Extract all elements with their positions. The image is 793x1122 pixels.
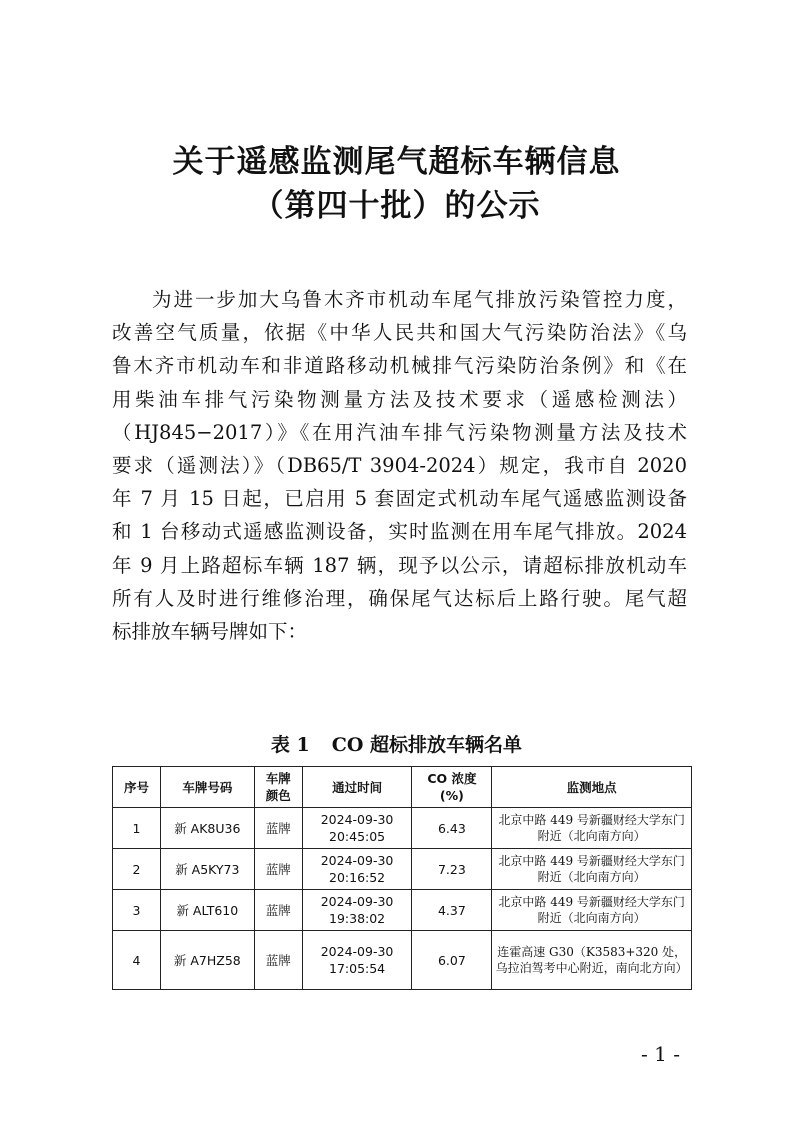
page-number: - 1 -: [641, 1042, 680, 1066]
table-caption-title: CO 超标排放车辆名单: [331, 734, 523, 756]
cell-date-value: 2024-09-30: [320, 944, 394, 959]
body-paragraph: [112, 283, 687, 648]
cell-time-value: 20:16:52: [329, 870, 386, 885]
paragraph-line: 为进一步加大乌鲁木齐市机动车尾气排放污染管控力度，: [152, 288, 687, 311]
cell-plate: 新 A5KY73: [160, 849, 254, 890]
cell-plate: 新 ALT610: [160, 890, 254, 931]
header-location: 监测地点: [492, 767, 692, 808]
header-co: [412, 767, 492, 808]
paragraph-line: 改善空气质量，依据《中华人民共和国大气污染防治法》《乌: [112, 321, 687, 345]
document-title-line2: （第四十批）的公示: [252, 188, 541, 224]
table-row: [113, 808, 692, 849]
cell-time-value: 17:05:54: [329, 961, 386, 976]
table-caption-number: 表 1: [270, 734, 310, 756]
cell-time-value: 19:38:02: [329, 911, 386, 926]
cell-location: 北京中路 449 号新疆财经大学东门附近（北向南方向）: [492, 849, 692, 890]
cell-location: 北京中路 449 号新疆财经大学东门附近（北向南方向）: [492, 808, 692, 849]
paragraph-line: 鲁木齐市机动车和非道路移动机械排气污染防治条例》和《在: [112, 354, 687, 378]
cell-time: [302, 849, 412, 890]
cell-co: 7.23: [412, 849, 492, 890]
cell-date-value: 2024-09-30: [320, 894, 394, 909]
cell-time: [302, 890, 412, 931]
header-plate-color-line2: 颜色: [265, 788, 291, 803]
cell-co: 4.37: [412, 890, 492, 931]
cell-location: 北京中路 449 号新疆财经大学东门附近（北向南方向）: [492, 890, 692, 931]
cell-co: 6.07: [412, 931, 492, 990]
cell-co: 6.43: [412, 808, 492, 849]
cell-color: 蓝牌: [254, 808, 302, 849]
cell-location: 连霍高速 G30（K3583+320 处，乌拉泊驾考中心附近，南向北方向）: [492, 931, 692, 990]
table-row: [113, 931, 692, 990]
table-row: [113, 890, 692, 931]
table-caption: [0, 731, 793, 759]
vehicle-table: [112, 766, 692, 990]
cell-color: 蓝牌: [254, 931, 302, 990]
header-plate-color-line1: 车牌: [265, 771, 291, 786]
cell-time: [302, 808, 412, 849]
cell-seq: 3: [113, 890, 161, 931]
paragraph-line: 所有人及时进行维修治理，确保尾气达标后上路行驶。尾气超: [112, 586, 687, 610]
cell-plate: 新 AK8U36: [160, 808, 254, 849]
header-co-line1: CO 浓度: [427, 771, 477, 786]
cell-date-value: 2024-09-30: [320, 812, 394, 827]
cell-seq: 4: [113, 931, 161, 990]
header-seq: 序号: [113, 767, 161, 808]
paragraph-line: 年 9 月上路超标车辆 187 辆，现予以公示，请超标排放机动车: [112, 553, 687, 577]
cell-color: 蓝牌: [254, 890, 302, 931]
paragraph-line: 和 1 台移动式遥感监测设备，实时监测在用车尾气排放。2024: [112, 520, 687, 544]
cell-plate: 新 A7HZ58: [160, 931, 254, 990]
paragraph-line: 要求（遥测法）》（DB65/T 3904-2024）规定，我市自 2020: [112, 453, 687, 477]
cell-date-value: 2024-09-30: [320, 853, 394, 868]
paragraph-line: 标排放车辆号牌如下：: [112, 619, 308, 643]
cell-time-value: 20:45:05: [329, 829, 386, 844]
header-co-line2: (%): [439, 788, 464, 803]
cell-seq: 1: [113, 808, 161, 849]
header-time: 通过时间: [302, 767, 412, 808]
paragraph-line: 年 7 月 15 日起，已启用 5 套固定式机动车尾气遥感监测设备: [112, 487, 687, 511]
header-plate-color: [254, 767, 302, 808]
table-header-row: [113, 767, 692, 808]
document-title-line1: 关于遥感监测尾气超标车辆信息: [172, 144, 621, 180]
cell-time: [302, 931, 412, 990]
cell-seq: 2: [113, 849, 161, 890]
cell-color: 蓝牌: [254, 849, 302, 890]
paragraph-line: 用柴油车排气污染物测量方法及技术要求（遥感检测法）: [112, 387, 687, 411]
table-row: [113, 849, 692, 890]
header-plate: 车牌号码: [160, 767, 254, 808]
paragraph-line: （HJ845−2017）》《在用汽油车排气污染物测量方法及技术: [112, 420, 687, 444]
